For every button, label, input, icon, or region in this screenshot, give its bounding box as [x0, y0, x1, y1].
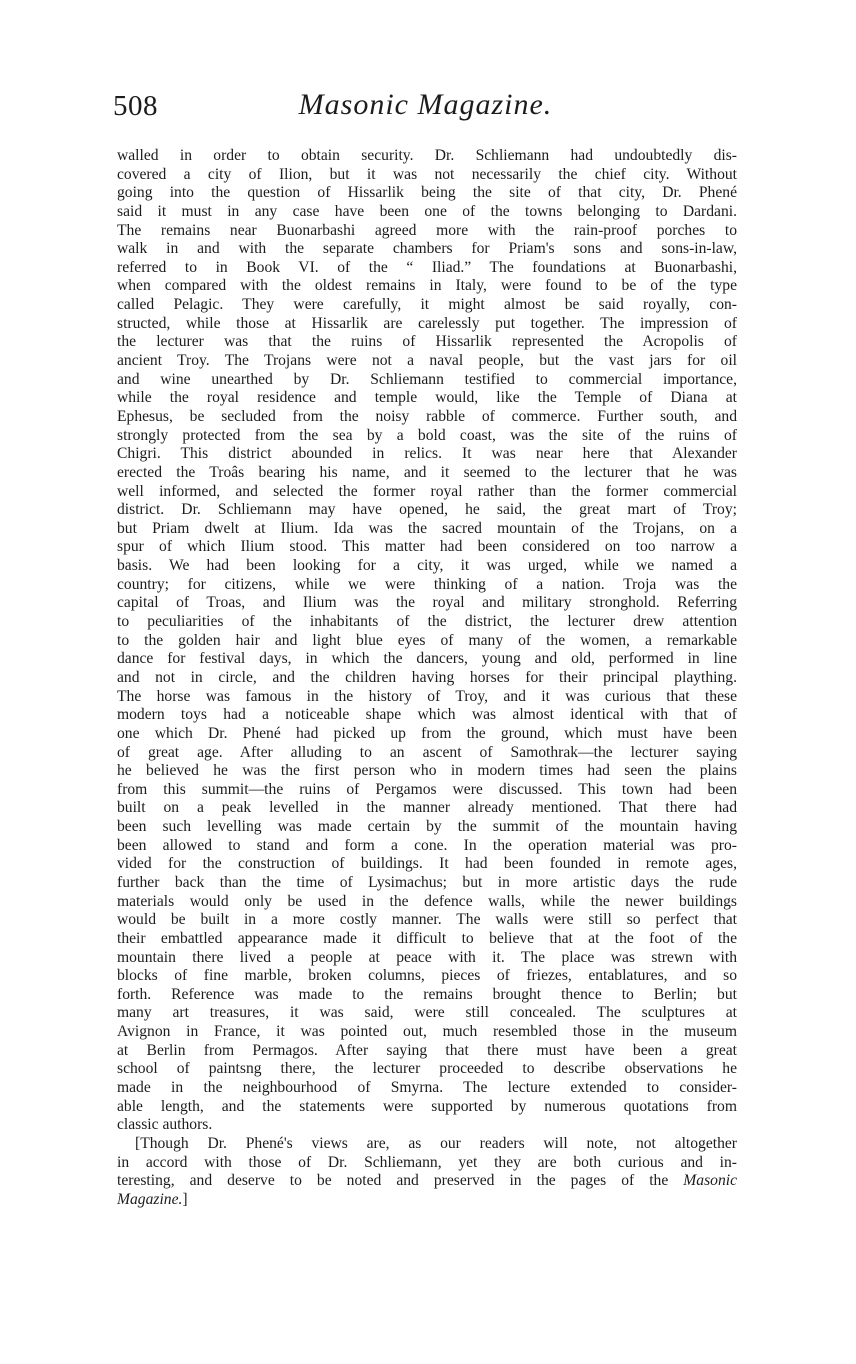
text-line: district. Dr. Schliemann may have opened, he said, the great mart of Troy;	[117, 501, 737, 519]
note-line: in accord with those of Dr. Schliemann, yet they are both curious and in-	[117, 1153, 737, 1171]
text-line: Avignon in France, it was pointed out, much resembled those in the museum	[117, 1023, 737, 1041]
text-line: erected the Troâs bearing his name, and it seemed to the lecturer that he was	[117, 463, 737, 481]
text-line: modern toys had a noticeable shape which was almost identical with that of	[117, 706, 737, 724]
text-line: built on a peak levelled in the manner already mentioned. That there had	[117, 799, 737, 817]
text-line: forth. Reference was made to the remains brought thence to Berlin; but	[117, 985, 737, 1003]
text-line: spur of which Ilium stood. This matter had been considered on too narrow a	[117, 538, 737, 556]
text-line: able length, and the statements were supported by numerous quotations from	[117, 1097, 737, 1115]
text-line: been such levelling was made certain by the summit of the mountain having	[117, 818, 737, 836]
text-line: further back than the time of Lysimachus; but in more artistic days the rude	[117, 873, 737, 891]
text-line: ancient Troy. The Trojans were not a naval people, but the vast jars for oil	[117, 352, 737, 370]
note-close-bracket: ]	[182, 1190, 188, 1208]
text-line: school of paintsng there, the lecturer proceeded to describe observations he	[117, 1060, 737, 1078]
text-line: and not in circle, and the children having horses for their principal plaything.	[117, 668, 737, 686]
page-header	[113, 80, 738, 130]
text-line: while the royal residence and temple would, like the Temple of Diana at	[117, 389, 737, 407]
editorial-note	[117, 1135, 737, 1210]
text-line: strongly protected from the sea by a bold coast, was the site of the ruins of	[117, 426, 737, 444]
text-line: from this summit—the ruins of Pergamos were discussed. This town had been	[117, 780, 737, 798]
text-line: to the golden hair and light blue eyes of many of the women, a remarkable	[117, 631, 737, 649]
text-line: walk in and with the separate chambers for Priam's sons and sons-in-law,	[117, 240, 737, 258]
text-line: The horse was famous in the history of Troy, and it was curious that these	[117, 687, 737, 705]
text-line: would be built in a more costly manner. The walls were still so perfect that	[117, 911, 737, 929]
text-line: made in the neighbourhood of Smyrna. The lecture extended to consider-	[117, 1079, 737, 1097]
text-line: to peculiarities of the inhabitants of the district, the lecturer drew attention	[117, 613, 737, 631]
running-title: Masonic Magazine.	[298, 88, 553, 121]
page-number: 508	[113, 90, 158, 122]
note-line: [Though Dr. Phené's views are, as our readers will note, not altogether	[135, 1134, 737, 1152]
note-line	[117, 1172, 737, 1191]
text-line: when compared with the oldest remains in Italy, were found to be of the type	[117, 277, 737, 295]
text-line: said it must in any case have been one of the towns belonging to Dardani.	[117, 202, 737, 220]
text-line: he believed he was the first person who in modern times had seen the plains	[117, 762, 737, 780]
text-line: referred to in Book VI. of the “ Iliad.” The foundations at Buonarbashi,	[117, 258, 737, 276]
text-line: going into the question of Hissarlik being the site of that city, Dr. Phené	[117, 184, 737, 202]
text-line: Ephesus, be secluded from the noisy rabble of commerce. Further south, and	[117, 407, 737, 425]
text-line: but Priam dwelt at Ilium. Ida was the sacred mountain of the Trojans, on a	[117, 519, 737, 537]
text-line: blocks of fine marble, broken columns, pieces of friezes, entablatures, and so	[117, 967, 737, 985]
text-line: and wine unearthed by Dr. Schliemann testified to commercial importance,	[117, 370, 737, 388]
note-italic-word: Masonic	[683, 1172, 737, 1190]
text-line: materials would only be used in the defence walls, while the newer buildings	[117, 892, 737, 910]
text-line: of great age. After alluding to an ascent of Samothrak—the lecturer saying	[117, 743, 737, 761]
text-line: walled in order to obtain security. Dr. Schliemann had undoubtedly dis-	[117, 147, 737, 164]
text-line: been allowed to stand and form a cone. In the operation material was pro-	[117, 836, 737, 854]
text-line: country; for citizens, while we were thinking of a nation. Troja was the	[117, 575, 737, 593]
text-line: vided for the construction of buildings. It had been founded in remote ages,	[117, 855, 737, 873]
note-line-text: teresting, and deserve to be noted and preserved in the pages of the	[117, 1172, 669, 1190]
text-line: covered a city of Ilion, but it was not necessarily the chief city. Without	[117, 165, 737, 183]
note-line	[117, 1191, 737, 1210]
text-line: structed, while those at Hissarlik are carelessly put together. The impression of	[117, 314, 737, 332]
text-line: capital of Troas, and Ilium was the royal and military stronghold. Referring	[117, 594, 737, 612]
note-italic-word: Magazine.	[117, 1190, 183, 1208]
text-line: many art treasures, it was said, were still concealed. The sculptures at	[117, 1004, 737, 1022]
text-line: basis. We had been looking for a city, it was urged, while we named a	[117, 557, 737, 575]
article-body	[117, 147, 737, 1210]
text-line: The remains near Buonarbashi agreed more with the rain-proof porches to	[117, 221, 737, 239]
text-line: Chigri. This district abounded in relics. It was near here that Alexander	[117, 445, 737, 463]
text-line: at Berlin from Permagos. After saying that there must have been a great	[117, 1041, 737, 1059]
text-line: one which Dr. Phené had picked up from the ground, which must have been	[117, 724, 737, 742]
text-line: the lecturer was that the ruins of Hissarlik represented the Acropolis of	[117, 333, 737, 351]
text-line: their embattled appearance made it difficult to believe that at the foot of the	[117, 929, 737, 947]
text-line: classic authors.	[117, 1116, 213, 1134]
article-paragraph	[117, 147, 737, 1135]
text-line: well informed, and selected the former royal rather than the former commercial	[117, 482, 737, 500]
text-line: called Pelagic. They were carefully, it might almost be said royally, con-	[117, 296, 737, 314]
text-line: dance for festival days, in which the dancers, young and old, performed in line	[117, 650, 737, 668]
text-line: mountain there lived a people at peace with it. The place was strewn with	[117, 948, 737, 966]
